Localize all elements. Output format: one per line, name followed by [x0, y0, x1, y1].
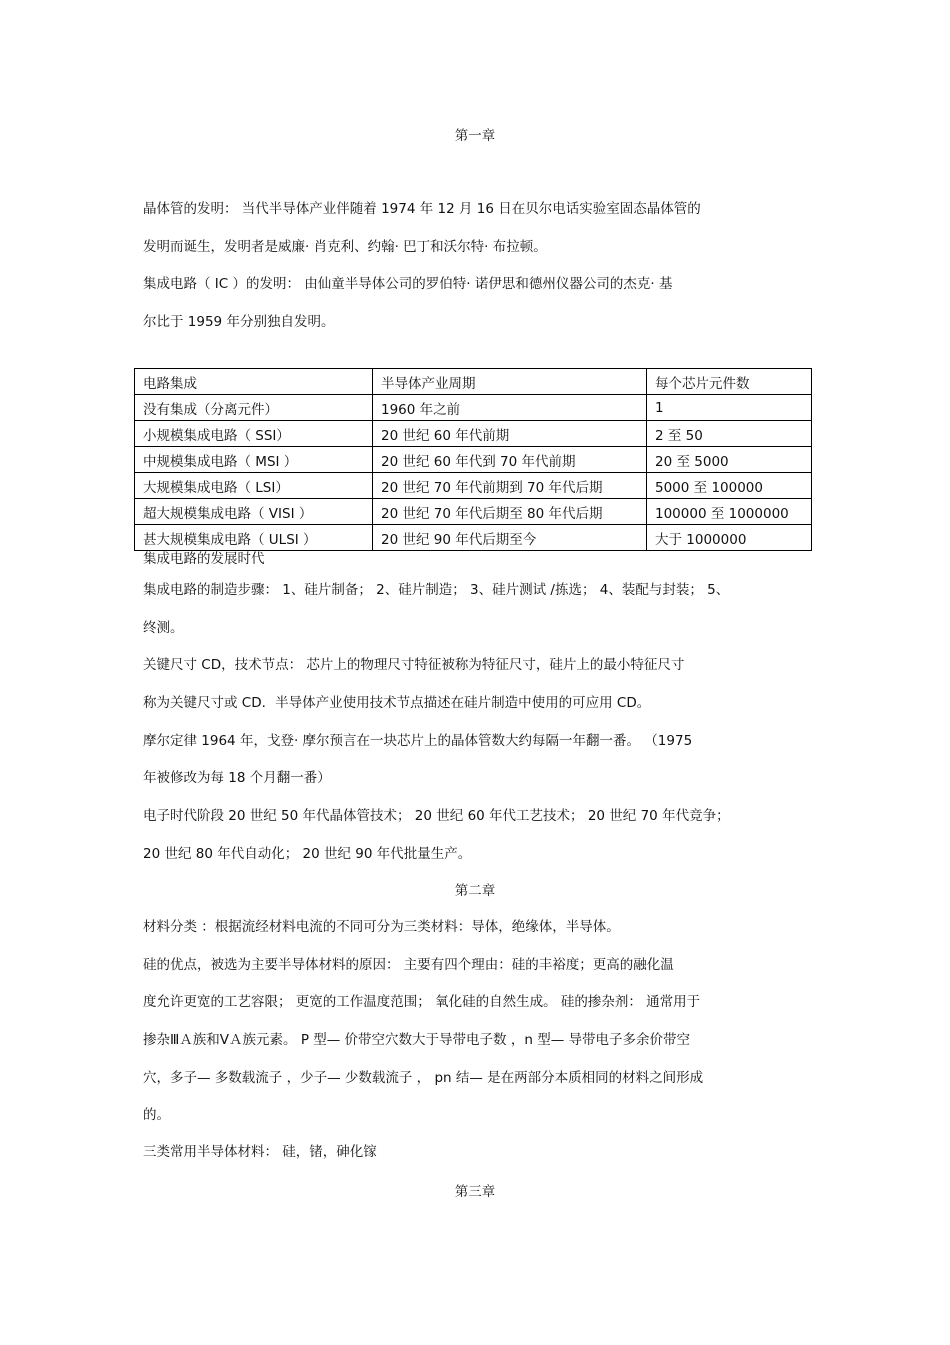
table-cell: 20 世纪 70 年代前期到 70 年代后期	[373, 473, 647, 499]
table-cell: 没有集成（分离元件）	[135, 395, 373, 421]
chapter-1-title: 第一章	[454, 128, 496, 144]
table-cell: 20 世纪 60 年代前期	[373, 421, 647, 447]
table-cell: 2 至 50	[647, 421, 812, 447]
paragraph-transistor-2: 发明而诞生，发明者是威廉· 肖克利、约翰· 巴丁和沃尔特· 布拉顿。	[143, 239, 547, 255]
table-cell: 大规模集成电路（ LSI）	[135, 473, 373, 499]
table-header-cell: 每个芯片元件数	[647, 369, 812, 395]
chapter-3-title: 第三章	[454, 1184, 496, 1200]
table-row	[135, 473, 812, 499]
table-cell: 1960 年之前	[373, 395, 647, 421]
table-cell: 超大规模集成电路（ VISI ）	[135, 499, 373, 525]
table-row	[135, 447, 812, 473]
chapter-2-title: 第二章	[454, 883, 496, 899]
table-row	[135, 525, 812, 551]
table-cell: 20 世纪 90 年代后期至今	[373, 525, 647, 551]
table-cell: 100000 至 1000000	[647, 499, 812, 525]
manufacturing-steps-line-1: 集成电路的制造步骤： 1、硅片制备； 2、硅片制造； 3、硅片测试 /拣选； 4、装配与封装； 5、	[143, 582, 730, 598]
paragraph-ic-2: 尔比于 1959 年分别独自发明。	[143, 314, 335, 330]
table-cell: 20 至 5000	[647, 447, 812, 473]
table-cell: 大于 1000000	[647, 525, 812, 551]
dopant-line-2: 穴，多子— 多数载流子 ，少子— 少数载流子 ， pn 结— 是在两部分本质相同的材料之间形成	[143, 1070, 704, 1086]
manufacturing-steps-line-2: 终测。	[143, 620, 184, 636]
semiconductor-materials-line: 三类常用半导体材料： 硅，锗，砷化镓	[143, 1144, 377, 1160]
table-header-cell: 半导体产业周期	[373, 369, 647, 395]
dopant-line-1: 掺杂ⅢＡ族和ⅤＡ族元素。 P 型— 价带空穴数大于导带电子数 ，n 型— 导带电子多余价带空	[143, 1032, 690, 1048]
electronic-era-line-1: 电子时代阶段 20 世纪 50 年代晶体管技术； 20 世纪 60 年代工艺技术； 20 世纪 70 年代竞争；	[143, 808, 730, 824]
table-cell: 5000 至 100000	[647, 473, 812, 499]
ic-era-table	[134, 368, 812, 551]
material-classification-line: 材料分类 ：根据流经材料电流的不同可分为三类材料：导体，绝缘体，半导体。	[143, 919, 620, 935]
moores-law-line-1: 摩尔定律 1964 年，戈登· 摩尔预言在一块芯片上的晶体管数大约每隔一年翻一番。 （1975	[143, 733, 693, 749]
table-cell: 20 世纪 70 年代后期至 80 年代后期	[373, 499, 647, 525]
table-row	[135, 421, 812, 447]
critical-dimension-line-2: 称为关键尺寸或 CD．半导体产业使用技术节点描述在硅片制造中使用的可应用 CD。	[143, 695, 651, 711]
silicon-advantages-line-1: 硅的优点，被选为主要半导体材料的原因： 主要有四个理由：硅的丰裕度；更高的融化温	[143, 957, 674, 973]
table-cell: 20 世纪 60 年代到 70 年代前期	[373, 447, 647, 473]
moores-law-line-2: 年被修改为每 18 个月翻一番）	[143, 770, 331, 786]
table-header-row	[135, 369, 812, 395]
electronic-era-line-2: 20 世纪 80 年代自动化； 20 世纪 90 年代批量生产。	[143, 846, 472, 862]
silicon-advantages-line-2: 度允许更宽的工艺容限； 更宽的工作温度范围； 氧化硅的自然生成。 硅的掺杂剂： 通常用于	[143, 994, 701, 1010]
table-cell: 小规模集成电路（ SSI）	[135, 421, 373, 447]
paragraph-ic-1: 集成电路（ IC ）的发明： 由仙童半导体公司的罗伯特· 诺伊思和德州仪器公司的杰克· 基	[143, 276, 673, 292]
dopant-line-3: 的。	[143, 1107, 170, 1123]
table-cell: 甚大规模集成电路（ ULSI ）	[135, 525, 373, 551]
table-row	[135, 395, 812, 421]
critical-dimension-line-1: 关键尺寸 CD，技术节点： 芯片上的物理尺寸特征被称为特征尺寸，硅片上的最小特征尺寸	[143, 657, 685, 673]
paragraph-transistor-1: 晶体管的发明： 当代半导体产业伴随着 1974 年 12 月 16 日在贝尔电话实验室固态晶体管的	[143, 201, 701, 217]
table-cell: 1	[647, 395, 812, 421]
table-caption: 集成电路的发展时代	[143, 551, 265, 567]
table-cell: 中规模集成电路（ MSI ）	[135, 447, 373, 473]
table-row	[135, 499, 812, 525]
table-header-cell: 电路集成	[135, 369, 373, 395]
